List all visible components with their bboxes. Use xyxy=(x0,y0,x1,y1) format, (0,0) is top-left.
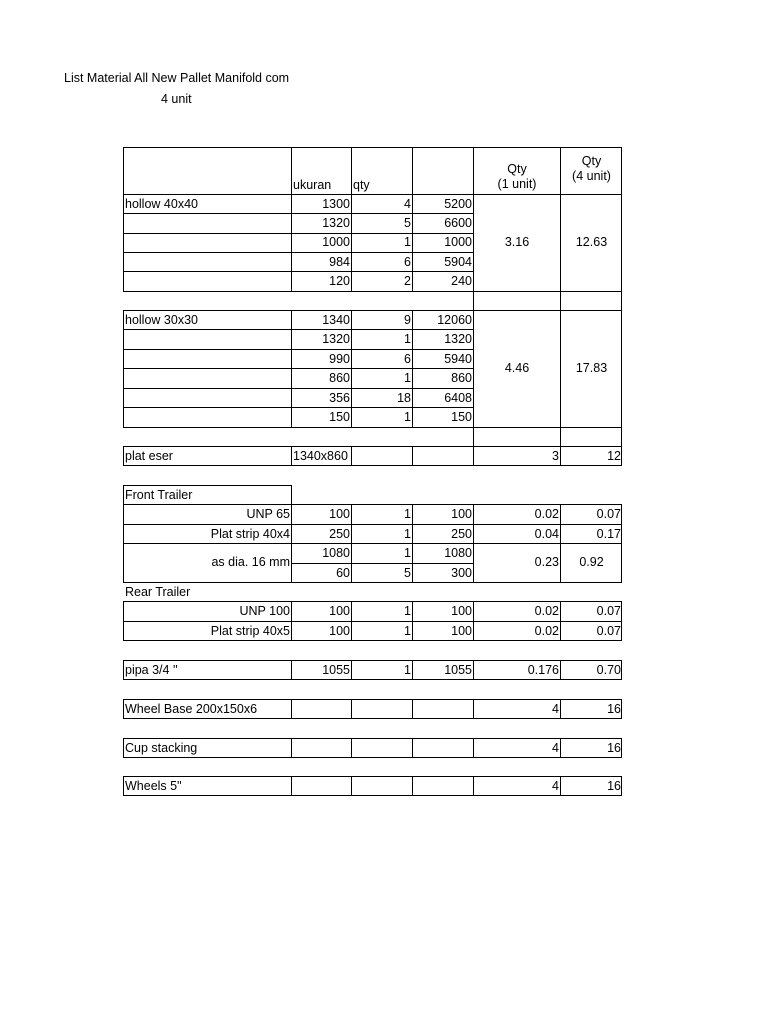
table-cell: 1 xyxy=(404,546,411,560)
table-cell: 1080 xyxy=(322,546,350,560)
table-cell: 1 xyxy=(404,371,411,385)
table-cell: 250 xyxy=(451,527,472,541)
table-cell: 0.04 xyxy=(534,527,559,541)
wheels-label: Wheels 5" xyxy=(125,779,182,793)
table-cell: 1 xyxy=(404,410,411,424)
table-cell: 1320 xyxy=(322,332,350,346)
table-cell: 860 xyxy=(329,371,350,385)
table-cell: 0.70 xyxy=(596,663,621,677)
hollow-40-qty-4-unit: 12.63 xyxy=(575,235,608,249)
table-cell: 250 xyxy=(329,527,350,541)
table-cell: 100 xyxy=(451,624,472,638)
table-cell: 100 xyxy=(329,624,350,638)
header-qty-4-unit-line2: (4 unit) xyxy=(572,169,611,183)
hollow-40-label: hollow 40x40 xyxy=(125,197,198,211)
table-cell: 0.07 xyxy=(596,604,621,618)
table-cell: 100 xyxy=(329,604,350,618)
header-ukuran: ukuran xyxy=(293,178,332,192)
table-cell: 1 xyxy=(404,332,411,346)
table-cell: 1340 xyxy=(322,313,350,327)
table-cell: 5200 xyxy=(444,197,472,211)
table-cell: 0.176 xyxy=(527,663,559,677)
cup-stacking-label: Cup stacking xyxy=(125,741,198,755)
table-cell: 356 xyxy=(329,391,350,405)
table-cell: 0.02 xyxy=(534,604,559,618)
header-qty-4-unit-line1: Qty xyxy=(581,154,602,168)
table-cell: 4 xyxy=(404,197,411,211)
table-cell: 300 xyxy=(451,566,472,580)
header-qty: qty xyxy=(353,178,370,192)
table-cell: 100 xyxy=(451,507,472,521)
plat-eser-label: plat eser xyxy=(125,449,173,463)
table-cell: 1 xyxy=(404,235,411,249)
table-cell: 5904 xyxy=(444,255,472,269)
document-title: List Material All New Pallet Manifold com xyxy=(64,71,290,85)
table-cell: 12 xyxy=(607,449,621,463)
table-cell: 100 xyxy=(451,604,472,618)
table-cell: 150 xyxy=(329,410,350,424)
table-cell: 0.92 xyxy=(579,555,604,569)
table-cell: 1000 xyxy=(444,235,472,249)
header-qty-1-unit-line2: (1 unit) xyxy=(497,177,537,191)
table-cell: 6600 xyxy=(444,216,472,230)
pipa-label: pipa 3/4 '' xyxy=(125,663,178,677)
table-cell: 12060 xyxy=(437,313,472,327)
table-cell: 990 xyxy=(329,352,350,366)
table-cell: 9 xyxy=(404,313,411,327)
unp-100-label: UNP 100 xyxy=(239,604,290,618)
table-cell: 120 xyxy=(329,274,350,288)
table-cell: 1 xyxy=(404,604,411,618)
table-cell: 0.07 xyxy=(596,507,621,521)
table-cell: 1080 xyxy=(444,546,472,560)
table-cell: 5940 xyxy=(444,352,472,366)
table-cell: 0.02 xyxy=(534,624,559,638)
rear-trailer-label: Rear Trailer xyxy=(125,585,191,599)
hollow-30-qty-4-unit: 17.83 xyxy=(575,361,608,375)
table-cell: 1055 xyxy=(444,663,472,677)
table-cell: 0.17 xyxy=(596,527,621,541)
table-cell: 3 xyxy=(552,449,559,463)
table-cell: 16 xyxy=(607,702,621,716)
front-trailer-label: Front Trailer xyxy=(125,488,193,502)
table-cell: 1 xyxy=(404,507,411,521)
table-cell: 984 xyxy=(329,255,350,269)
table-cell: 16 xyxy=(607,779,621,793)
table-cell: 2 xyxy=(404,274,411,288)
table-cell: 6408 xyxy=(444,391,472,405)
plat-strip-40x5-label: Plat strip 40x5 xyxy=(210,624,290,638)
wheel-base-label: Wheel Base 200x150x6 xyxy=(125,702,258,716)
table-cell: 1300 xyxy=(322,197,350,211)
table-cell: 1320 xyxy=(322,216,350,230)
table-cell: 1 xyxy=(404,624,411,638)
table-cell: 1320 xyxy=(444,332,472,346)
table-cell: 1 xyxy=(404,663,411,677)
table-cell: 4 xyxy=(552,741,559,755)
document-subtitle: 4 unit xyxy=(161,92,192,106)
table-cell: 18 xyxy=(397,391,411,405)
table-cell: 6 xyxy=(404,255,411,269)
as-dia-16mm-label: as dia. 16 mm xyxy=(211,555,290,569)
unp-65-label: UNP 65 xyxy=(246,507,290,521)
table-cell: 5 xyxy=(404,216,411,230)
header-qty-1-unit-line1: Qty xyxy=(507,162,527,176)
table-cell: 0.23 xyxy=(534,555,559,569)
table-cell: 240 xyxy=(451,274,472,288)
table-cell: 0.07 xyxy=(596,624,621,638)
table-cell: 1 xyxy=(404,527,411,541)
table-cell: 4 xyxy=(552,702,559,716)
table-cell: 150 xyxy=(451,410,472,424)
hollow-30-qty-1-unit: 4.46 xyxy=(504,361,530,375)
table-cell: 1000 xyxy=(322,235,350,249)
table-cell: 4 xyxy=(552,779,559,793)
table-cell: 1055 xyxy=(322,663,350,677)
table-cell: 860 xyxy=(451,371,472,385)
table-cell: 6 xyxy=(404,352,411,366)
table-cell: 100 xyxy=(329,507,350,521)
table-cell: 5 xyxy=(404,566,411,580)
plat-strip-40x4-label: Plat strip 40x4 xyxy=(210,527,290,541)
hollow-30-label: hollow 30x30 xyxy=(125,313,198,327)
hollow-40-qty-1-unit: 3.16 xyxy=(504,235,530,249)
table-cell: 1340x860 xyxy=(293,449,348,463)
table-cell: 16 xyxy=(607,741,621,755)
table-cell: 0.02 xyxy=(534,507,559,521)
table-cell: 60 xyxy=(336,566,350,580)
